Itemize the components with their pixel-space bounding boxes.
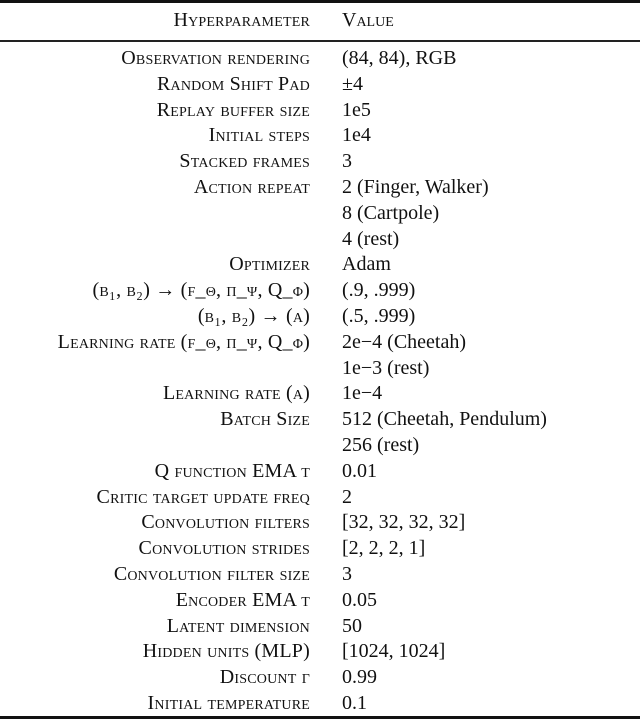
row-value: 512 (Cheetah, Pendulum) bbox=[342, 408, 547, 431]
header-value: Value bbox=[342, 9, 394, 31]
row-value: ±4 bbox=[342, 72, 363, 95]
row-key: (β₁, β₂) → (α) bbox=[197, 305, 310, 327]
table-row bbox=[0, 561, 640, 587]
table-row bbox=[0, 638, 640, 664]
row-value: (.5, .999) bbox=[342, 305, 416, 327]
table-row bbox=[0, 432, 640, 458]
row-key: Hidden units (MLP) bbox=[142, 640, 310, 663]
row-value: 1e−4 bbox=[342, 382, 383, 405]
table-row bbox=[0, 509, 640, 535]
row-value: 0.01 bbox=[342, 459, 377, 482]
row-key: (β₁, β₂) → (f_θ, π_ψ, Q_φ) bbox=[92, 279, 310, 302]
table-row bbox=[0, 406, 640, 432]
row-value: [2, 2, 2, 1] bbox=[342, 537, 426, 560]
row-key: Convolution strides bbox=[138, 537, 310, 560]
row-key: Encoder EMA τ bbox=[175, 588, 310, 611]
row-value: [1024, 1024] bbox=[342, 640, 446, 663]
row-value: 2e−4 (Cheetah) bbox=[342, 330, 467, 353]
table-row bbox=[0, 71, 640, 97]
table-row bbox=[0, 484, 640, 510]
table-row bbox=[0, 277, 640, 303]
row-key: Discount γ bbox=[219, 666, 310, 689]
row-value: 4 (rest) bbox=[342, 227, 400, 250]
row-value: 2 bbox=[342, 485, 352, 508]
row-key: Batch Size bbox=[220, 408, 310, 431]
header-hyperparameter: Hyperparameter bbox=[173, 9, 310, 31]
row-key: Learning rate (α) bbox=[162, 382, 310, 405]
table-row bbox=[0, 97, 640, 123]
row-key: Initial temperature bbox=[147, 692, 310, 714]
table-row bbox=[0, 329, 640, 355]
table-row bbox=[0, 200, 640, 226]
bottom-rule bbox=[0, 716, 640, 719]
table-row bbox=[0, 664, 640, 690]
row-value: 8 (Cartpole) bbox=[342, 201, 440, 224]
table-row bbox=[0, 303, 640, 329]
header-rule bbox=[0, 40, 640, 42]
table-row bbox=[0, 587, 640, 613]
row-key: Convolution filters bbox=[141, 511, 310, 534]
row-value: 2 (Finger, Walker) bbox=[342, 176, 489, 198]
row-value: 1e4 bbox=[342, 124, 371, 147]
row-value: 0.05 bbox=[342, 588, 377, 611]
row-key: Optimizer bbox=[229, 253, 310, 276]
row-value: 1e−3 (rest) bbox=[342, 356, 430, 379]
row-value: (.9, .999) bbox=[342, 279, 416, 302]
row-key: Convolution filter size bbox=[113, 563, 310, 585]
table-header bbox=[0, 7, 640, 33]
row-value: 256 (rest) bbox=[342, 434, 420, 456]
row-value: (84, 84), RGB bbox=[342, 47, 457, 69]
row-value: 3 bbox=[342, 563, 352, 585]
row-key: Random Shift Pad bbox=[156, 72, 310, 95]
row-key: Latent dimension bbox=[166, 614, 310, 637]
table-row bbox=[0, 251, 640, 277]
row-value: Adam bbox=[342, 253, 391, 276]
row-key: Stacked frames bbox=[179, 150, 310, 173]
table-row bbox=[0, 613, 640, 639]
table-row bbox=[0, 458, 640, 484]
row-key: Learning rate (f_θ, π_ψ, Q_φ) bbox=[57, 330, 310, 353]
table-row bbox=[0, 226, 640, 252]
row-key: Action repeat bbox=[193, 176, 310, 198]
table-row bbox=[0, 174, 640, 200]
table-row bbox=[0, 355, 640, 381]
row-value: 50 bbox=[342, 614, 362, 637]
row-value: 0.99 bbox=[342, 666, 377, 689]
row-value: [32, 32, 32, 32] bbox=[342, 511, 466, 534]
top-rule bbox=[0, 0, 640, 3]
row-value: 0.1 bbox=[342, 692, 367, 714]
table-row bbox=[0, 122, 640, 148]
row-key: Observation rendering bbox=[121, 47, 310, 69]
table-row bbox=[0, 45, 640, 71]
row-key: Q function EMA τ bbox=[154, 459, 310, 482]
row-value: 1e5 bbox=[342, 98, 371, 121]
row-key: Critic target update freq bbox=[96, 485, 310, 508]
row-key: Initial steps bbox=[208, 124, 310, 147]
table-row bbox=[0, 148, 640, 174]
table-row bbox=[0, 380, 640, 406]
row-key: Replay buffer size bbox=[156, 98, 310, 121]
table-row bbox=[0, 535, 640, 561]
row-value: 3 bbox=[342, 150, 352, 173]
table-row bbox=[0, 690, 640, 716]
